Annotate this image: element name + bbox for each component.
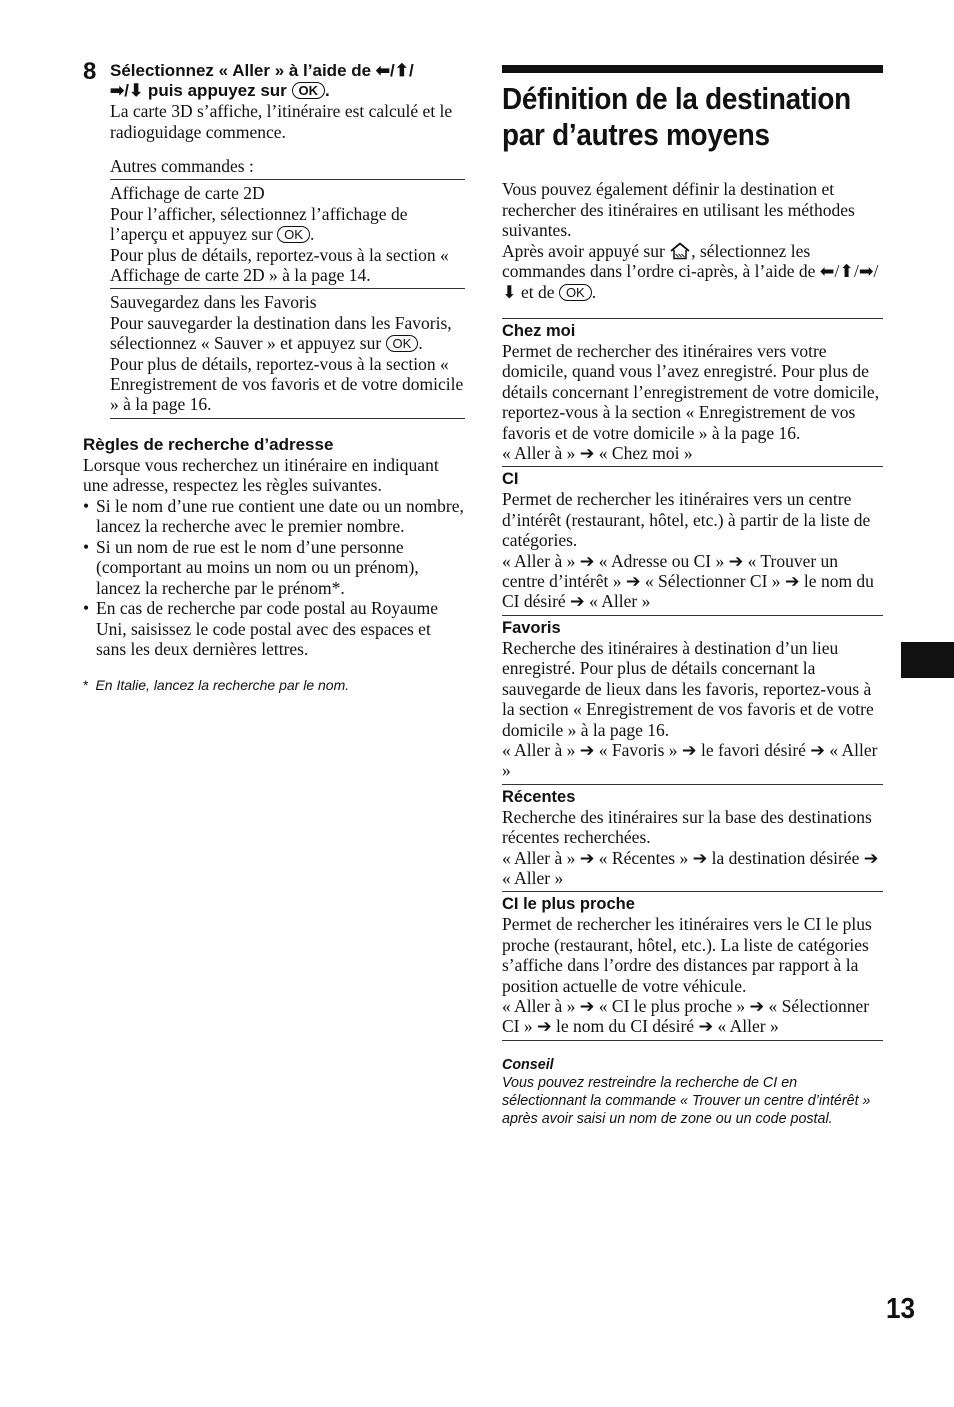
method-term: Récentes bbox=[502, 787, 576, 806]
address-rules-intro: Lorsque vous recherchez un itinéraire en indiquant une adresse, respectez les règles suivantes. bbox=[83, 454, 439, 496]
method-term: Favoris bbox=[502, 618, 561, 637]
method-home bbox=[502, 319, 883, 467]
step-heading: Sélectionnez « Aller » à l’aide de ⬅/⬆/ ➡/⬇ puis appuyez sur OK . bbox=[110, 61, 414, 100]
method-term: CI bbox=[502, 470, 519, 489]
method-description: Permet de rechercher les itinéraires vers le CI le plus proche (restaurant, hôtel, etc.). La liste de catégories s’affiche dans l’ordre des distances par rapport à la position actuelle de votre véhicule. bbox=[502, 914, 872, 996]
list-item: • Si un nom de rue est le nom d’une personne (comportant au moins un nom ou un prénom), lancez la recherche par le prénom*. bbox=[83, 537, 465, 599]
ok-button-icon: OK bbox=[292, 82, 326, 99]
method-path: « Aller à » ➔ « Adresse ou CI » ➔ « Trouver un centre d’intérêt » ➔ « Sélectionner CI » ➔ le nom du CI désiré ➔ « Aller » bbox=[502, 550, 874, 612]
method-nearest-poi bbox=[502, 892, 883, 1040]
ok-button-icon: OK bbox=[386, 335, 419, 352]
ok-button-icon: OK bbox=[277, 226, 310, 243]
footnote bbox=[83, 676, 465, 694]
tip-box bbox=[502, 1056, 883, 1128]
command-title: Sauvegardez dans les Favoris bbox=[110, 292, 317, 313]
method-path: « Aller à » ➔ « Favoris » ➔ le favori désiré ➔ « Aller » bbox=[502, 739, 878, 781]
title-rule bbox=[502, 65, 883, 73]
right-column bbox=[502, 65, 883, 1128]
method-favorites bbox=[502, 616, 883, 785]
chapter-tab bbox=[901, 642, 954, 678]
left-column bbox=[83, 58, 465, 694]
list-item: • En cas de recherche par code postal au Royaume Uni, saisissez le code postal avec des espaces et sans les deux dernières lettres. bbox=[83, 598, 465, 660]
method-description: Recherche des itinéraires sur la base des destinations récentes recherchées. bbox=[502, 806, 872, 848]
method-term: CI le plus proche bbox=[502, 895, 635, 914]
method-description: Recherche des itinéraires à destination d’un lieu enregistré. Pour plus de détails concernant la sauvegarde de lieux dans les favoris, reportez-vous à la section « Enregistrement de vos favoris et de votre domicile » à la page 16. bbox=[502, 637, 874, 740]
footnote-mark: * bbox=[83, 676, 89, 693]
command-title: Affichage de carte 2D bbox=[110, 183, 265, 204]
method-description: Permet de rechercher les itinéraires vers un centre d’intérêt (restaurant, hôtel, etc.) à partir de la liste de catégories. bbox=[502, 489, 871, 551]
method-recent bbox=[502, 785, 883, 893]
method-path: « Aller à » ➔ « Chez moi » bbox=[502, 443, 693, 464]
section-instructions: Après avoir appuyé sur , sélectionnez les commandes dans l’ordre ci-après, à l’aide de ⬅/⬆/➡/⬇ et de OK . bbox=[502, 240, 879, 302]
step-number: 8 bbox=[83, 58, 97, 85]
command-description: Pour sauvegarder la destination dans les Favoris, sélectionnez « Sauver » et appuyez sur OK . bbox=[110, 312, 452, 354]
command-block-favorites bbox=[110, 289, 465, 418]
command-reference: Pour plus de détails, reportez-vous à la section « Affichage de carte 2D » à la page 14. bbox=[110, 244, 449, 286]
step-body bbox=[110, 101, 465, 142]
method-description: Permet de rechercher des itinéraires vers votre domicile, quand vous l’avez enregistré. Pour plus de détails concernant l’enregistrement de votre domicile, reportez-vous à la section « Enregistrement de vos favoris et de votre domicile » à la page 16. bbox=[502, 341, 880, 443]
method-term: Chez moi bbox=[502, 322, 576, 340]
step-body-text: La carte 3D s’affiche, l’itinéraire est calculé et le radioguidage commence. bbox=[110, 101, 453, 142]
method-poi bbox=[502, 467, 883, 615]
other-commands-table bbox=[110, 156, 465, 419]
section-intro: Vous pouvez également définir la destination et rechercher des itinéraires en utilisant les méthodes suivantes. bbox=[502, 179, 855, 240]
tip-heading: Conseil bbox=[502, 1056, 554, 1073]
method-path: « Aller à » ➔ « CI le plus proche » ➔ « Sélectionner CI » ➔ le nom du CI désiré ➔ « Aller » bbox=[502, 995, 870, 1037]
page-number: 13 bbox=[886, 1293, 916, 1325]
home-icon bbox=[669, 242, 691, 260]
tip-text: Vous pouvez restreindre la recherche de CI en sélectionnant la commande « Trouver un centre d’intérêt » après avoir saisi un nom de zone ou un code postal. bbox=[502, 1074, 871, 1127]
step-heading-line-1: Sélectionnez « Aller » à l’aide de ⬅/⬆/ bbox=[110, 61, 414, 80]
other-commands-label: Autres commandes : bbox=[110, 156, 465, 180]
method-path: « Aller à » ➔ « Récentes » ➔ la destination désirée ➔ « Aller » bbox=[502, 847, 879, 888]
page-title: Définition de la destination par d’autres moyens bbox=[502, 81, 851, 152]
list-item: • Si le nom d’une rue contient une date ou un nombre, lancez la recherche avec le premier nombre. bbox=[83, 496, 465, 537]
methods-table bbox=[502, 318, 883, 1041]
footnote-text: En Italie, lancez la recherche par le nom. bbox=[95, 676, 350, 693]
command-block-2d-map bbox=[110, 180, 465, 289]
command-reference: Pour plus de détails, reportez-vous à la section « Enregistrement de vos favoris et de votre domicile » à la page 16. bbox=[110, 353, 464, 415]
ok-button-icon: OK bbox=[559, 284, 592, 301]
address-rules-heading: Règles de recherche d’adresse bbox=[83, 434, 334, 454]
step-heading-line-2: ➡/⬇ puis appuyez sur bbox=[110, 81, 287, 100]
address-rules-list bbox=[83, 496, 465, 660]
command-description: Pour l’afficher, sélectionnez l’affichage de l’aperçu et appuyez sur OK . bbox=[110, 203, 408, 245]
